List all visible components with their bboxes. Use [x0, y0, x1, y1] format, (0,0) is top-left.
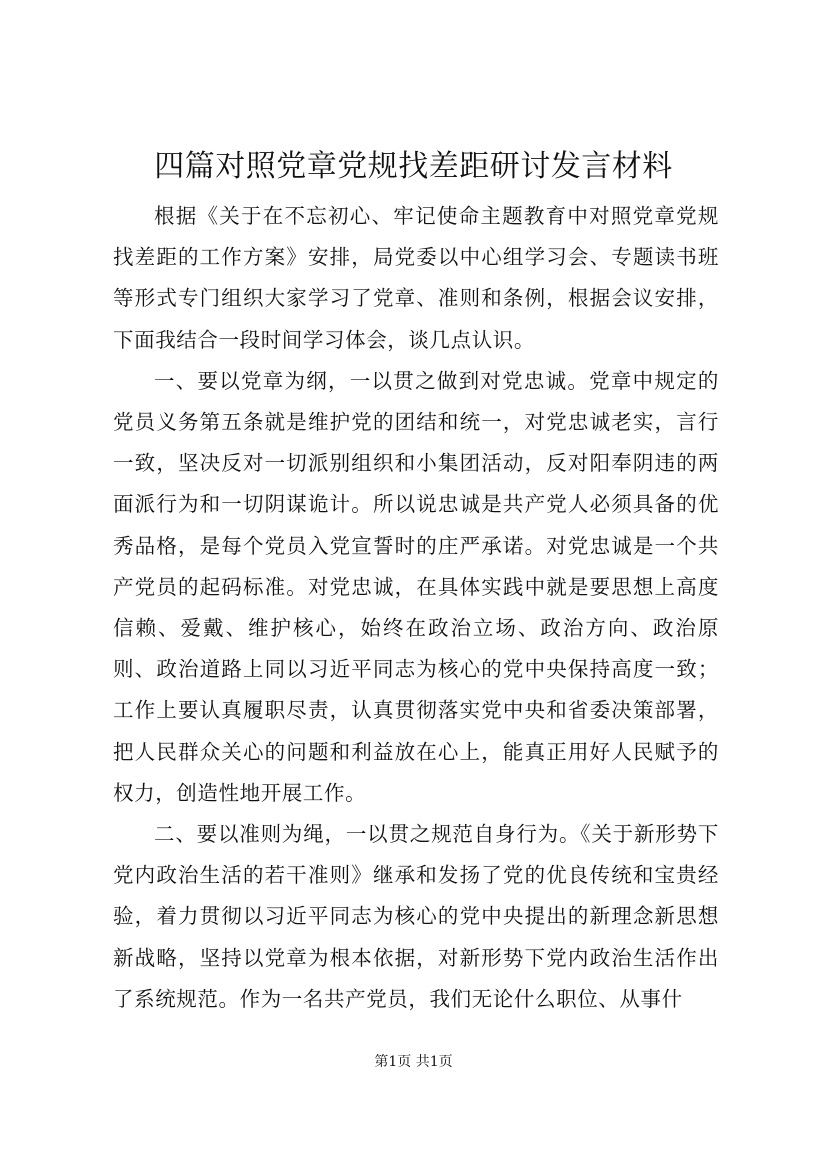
- document-title: 四篇对照党章党规找差距研讨发言材料: [154, 149, 673, 184]
- paragraph-point-two: 二、要以准则为绳，一以贯之规范自身行为。《关于新形势下党内政治生活的若干准则》继承和发扬了党的优良传统和宝贵经验，着力贯彻以习近平同志为核心的党中央提出的新理念新思想新战略，坚持以党章为根本依据，对新形势下党内政治生活作出了系统规范。作为一名共产党员，我们无论什么职位、从事什: [113, 822, 719, 1011]
- document-body: [113, 196, 719, 1020]
- paragraph-point-one: 一、要以党章为纲，一以贯之做到对党忠诚。党章中规定的党员义务第五条就是维护党的团结和统一，对党忠诚老实，言行一致，坚决反对一切派别组织和小集团活动，反对阳奉阴违的两面派行为和一切阴谋诡计。所以说忠诚是共产党人必须具备的优秀品格，是每个党员入党宣誓时的庄严承诺。对党忠诚是一个共产党员的起码标准。对党忠诚，在具体实践中就是要思想上高度信赖、爱戴、维护核心，始终在政治立场、政治方向、政治原则、政治道路上同以习近平同志为核心的党中央保持高度一致；工作上要认真履职尽责，认真贯彻落实党中央和省委决策部署，把人民群众关心的问题和利益放在心上，能真正用好人民赋予的权力，创造性地开展工作。: [113, 368, 719, 805]
- paragraph-intro: 根据《关于在不忘初心、牢记使命主题教育中对照党章党规找差距的工作方案》安排，局党委以中心组学习会、专题读书班等形式专门组织大家学习了党章、准则和条例，根据会议安排，下面我结合一段时间学习体会，谈几点认识。: [113, 204, 719, 352]
- page-footer: 第1页 共1页: [374, 1054, 453, 1070]
